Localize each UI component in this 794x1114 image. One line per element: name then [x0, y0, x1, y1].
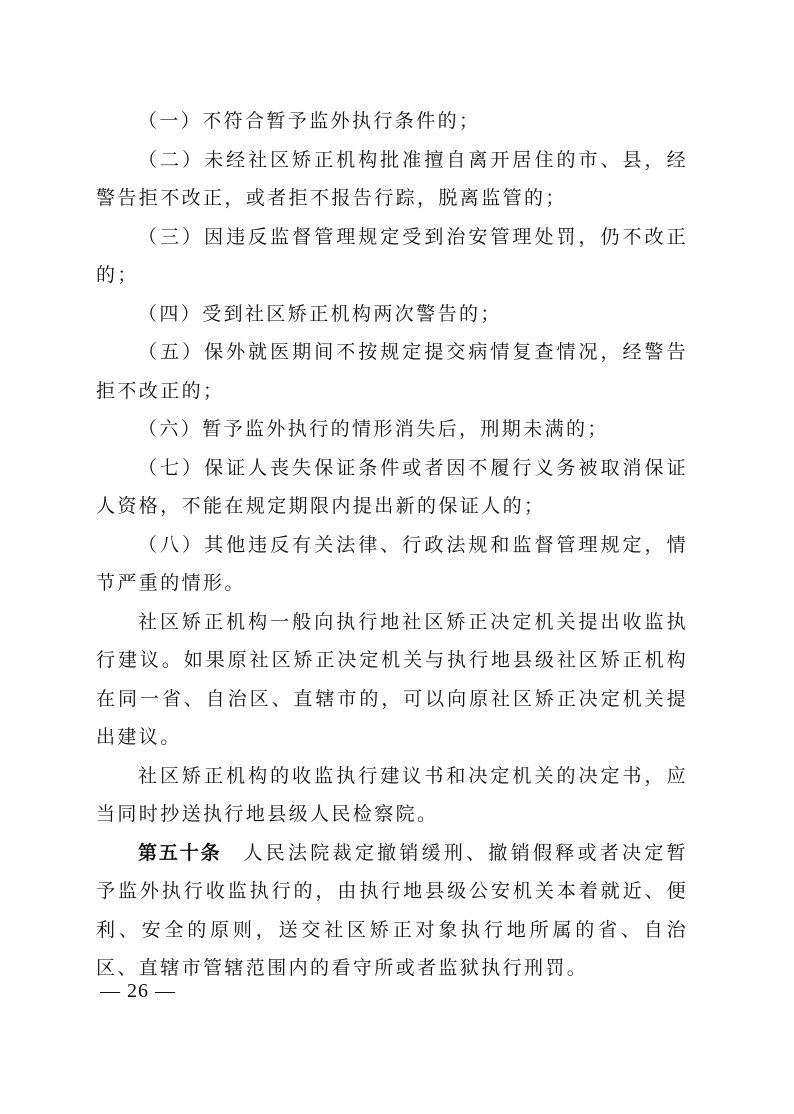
clause-8: （八）其他违反有关法律、行政法规和监督管理规定，情节严重的情形。 — [96, 533, 688, 594]
article-text: 人民法院裁定撤销缓刑、撤销假释或者决定暂予监外执行收监执行的，由执行地县级公安机关本着就近、便利、安全的原则，送交社区矫正对象执行地所属的省、自治区、直辖市管辖范围内的看守所或者监狱执行刑罚。 — [96, 841, 688, 979]
document-body — [96, 102, 688, 988]
clause-5: （五）保外就医期间不按规定提交病情复查情况，经警告拒不改正的； — [96, 341, 688, 402]
clause-7: （七）保证人丧失保证条件或者因不履行义务被取消保证人资格，不能在规定期限内提出新的保证人的； — [96, 456, 688, 517]
article-50 — [96, 834, 688, 988]
clause-4: （四）受到社区矫正机构两次警告的； — [138, 302, 502, 325]
recommendation-paragraph: 社区矫正机构一般向执行地社区矫正决定机关提出收监执行建议。如果原社区矫正决定机关与执行地县级社区矫正机构在同一省、自治区、直辖市的，可以向原社区矫正决定机关提出建议。 — [96, 610, 688, 748]
article-heading: 第五十条 — [138, 841, 222, 864]
clause-3: （三）因违反监督管理规定受到治安管理处罚，仍不改正的； — [96, 225, 688, 286]
clause-1: （一）不符合暂予监外执行条件的； — [138, 110, 481, 132]
copy-paragraph: 社区矫正机构的收监执行建议书和决定机关的决定书，应当同时抄送执行地县级人民检察院。 — [96, 764, 688, 825]
clause-6: （六）暂予监外执行的情形消失后，刑期未满的； — [138, 418, 609, 440]
clause-2: （二）未经社区矫正机构批准擅自离开居住的市、县，经警告拒不改正，或者拒不报告行踪，脱离监管的； — [96, 148, 688, 209]
page-number: — 26 — — [100, 980, 176, 1002]
